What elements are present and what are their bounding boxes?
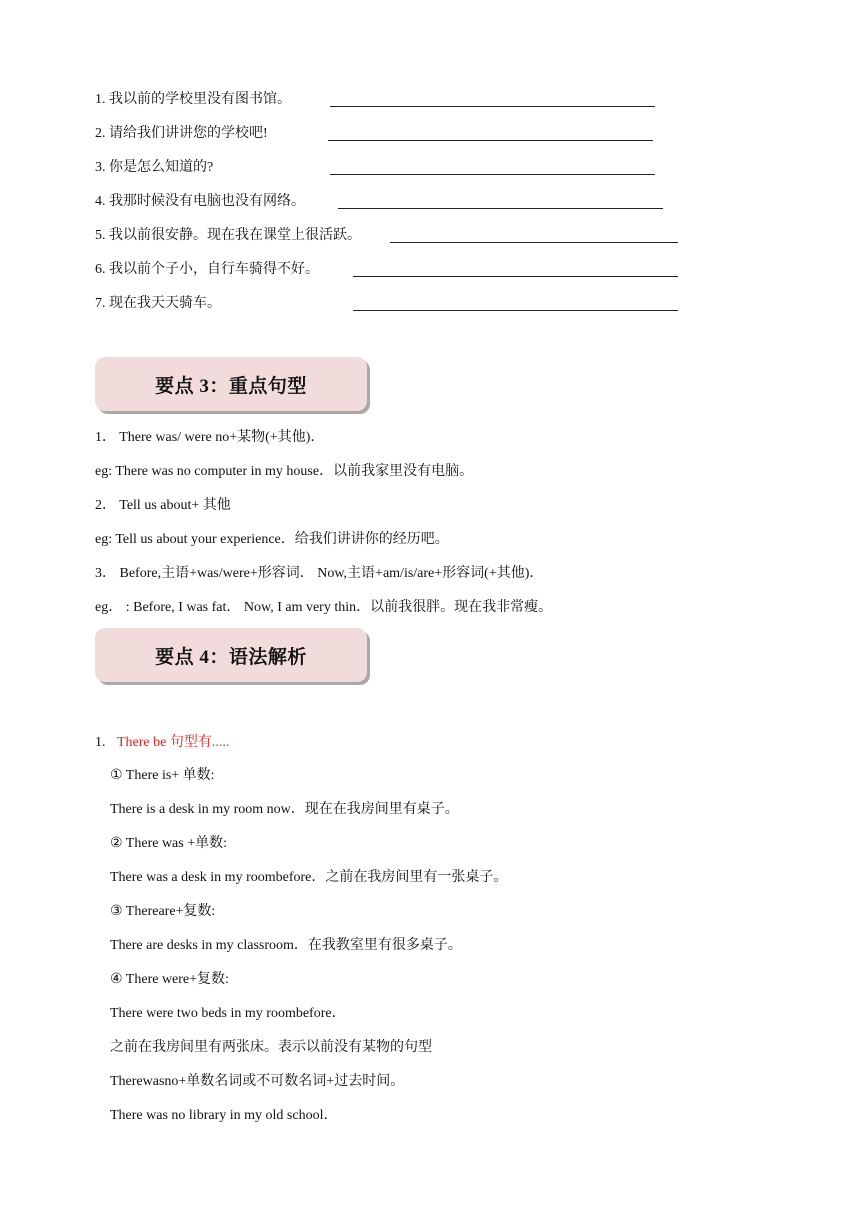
grammar-item-title: There be 句型有..... — [117, 735, 230, 750]
grammar-item-1-title — [95, 734, 229, 752]
key-pattern-2: 2． Tell us about+ 其他 — [95, 498, 231, 513]
answer-blank-2[interactable] — [328, 140, 653, 141]
key-pattern-2-example: eg: Tell us about your experience．给我们讲讲你的经历吧。 — [95, 532, 449, 547]
grammar-item-number: 1. — [95, 735, 106, 750]
exercise-1: 1. 我以前的学校里没有图书馆。 — [95, 92, 291, 107]
exercise-7: 7. 现在我天天骑车。 — [95, 296, 221, 311]
answer-blank-1[interactable] — [330, 106, 655, 107]
grammar-rule-2: ② There was +单数: — [110, 836, 227, 851]
grammar-rule-1-example: There is a desk in my room now．现在在我房间里有桌子。 — [110, 802, 459, 817]
answer-blank-4[interactable] — [338, 208, 663, 209]
grammar-rule-negative-example: There was no library in my old school． — [110, 1108, 338, 1123]
grammar-rule-3: ③ Thereare+复数: — [110, 904, 216, 919]
exercise-4: 4. 我那时候没有电脑也没有网络。 — [95, 194, 305, 209]
section-4-heading-box — [95, 628, 367, 682]
answer-blank-3[interactable] — [330, 174, 655, 175]
key-pattern-1: 1． There was/ were no+某物(+其他)． — [95, 430, 325, 445]
answer-blank-5[interactable] — [390, 242, 678, 243]
section-3-heading-box — [95, 357, 367, 411]
key-pattern-3-example: eg． : Before, I was fat． Now, I am very thin．以前我很胖。现在我非常瘦。 — [95, 600, 553, 615]
grammar-rule-3-example: There are desks in my classroom．在我教室里有很多桌子。 — [110, 938, 462, 953]
answer-blank-6[interactable] — [353, 276, 678, 277]
grammar-rule-4-example: There were two beds in my roombefore． — [110, 1006, 346, 1021]
exercise-2: 2. 请给我们讲讲您的学校吧! — [95, 126, 268, 141]
grammar-rule-negative-pattern: Therewasno+单数名词或不可数名词+过去时间。 — [110, 1074, 405, 1089]
exercise-6: 6. 我以前个子小，自行车骑得不好。 — [95, 262, 319, 277]
grammar-rule-4-translation: 之前在我房间里有两张床。表示以前没有某物的句型 — [110, 1040, 432, 1055]
section-3-heading: 要点 3：重点句型 — [155, 375, 307, 397]
grammar-rule-1: ① There is+ 单数: — [110, 768, 215, 783]
key-pattern-3: 3． Before,主语+was/were+形容词． Now,主语+am/is/are+形容词(+其他)． — [95, 566, 544, 581]
exercise-3: 3. 你是怎么知道的? — [95, 160, 214, 175]
key-pattern-1-example: eg: There was no computer in my house．以前我家里没有电脑。 — [95, 464, 474, 479]
grammar-rule-2-example: There was a desk in my roombefore．之前在我房间里有一张桌子。 — [110, 870, 508, 885]
grammar-rule-4: ④ There were+复数: — [110, 972, 229, 987]
answer-blank-7[interactable] — [353, 310, 678, 311]
exercise-5: 5. 我以前很安静。现在我在课堂上很活跃。 — [95, 228, 361, 243]
section-4-heading: 要点 4：语法解析 — [155, 646, 307, 668]
